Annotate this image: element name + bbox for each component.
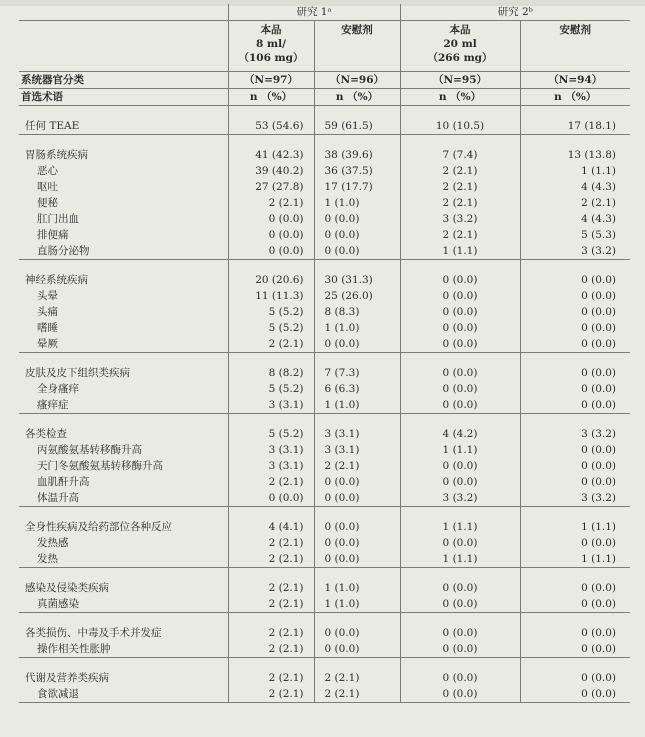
study2-header: 研究 2ᵇ (400, 4, 630, 21)
preferred-term-label: 真菌感染 (19, 596, 228, 613)
count-cell: 2 (2.1) (400, 163, 520, 179)
preferred-term-label: 瘙痒症 (19, 397, 228, 414)
count-cell: 0 (0.0) (520, 288, 630, 304)
spacer-cell (314, 613, 400, 626)
spacer-cell (19, 106, 228, 119)
count-cell: 0 (0.0) (520, 381, 630, 397)
preferred-term-row (19, 686, 630, 703)
spacer-cell (314, 568, 400, 581)
preferred-term-row (19, 227, 630, 243)
preferred-term-row (19, 397, 630, 414)
count-cell: 27 (27.8) (228, 179, 314, 195)
soc-label: 代谢及营养类疾病 (25, 672, 109, 684)
count-cell: 3 (3.1) (228, 442, 314, 458)
count-cell: 1 (1.0) (314, 320, 400, 336)
corner-cell (19, 4, 228, 21)
spacer-cell (520, 613, 630, 626)
spacer-cell (228, 135, 314, 148)
unit-label: n （%） (520, 89, 630, 106)
unit-label: n （%） (400, 89, 520, 106)
preferred-term-row (19, 211, 630, 227)
count-cell: 3 (3.2) (400, 490, 520, 507)
corner-cell-2 (19, 21, 228, 72)
count-cell: 2 (2.1) (400, 195, 520, 211)
adverse-events-table (19, 4, 630, 703)
spacer-cell (400, 135, 520, 148)
soc-label: 胃肠系统疾病 (25, 149, 88, 161)
count-cell: 2 (2.1) (228, 474, 314, 490)
count-cell: 2 (2.1) (228, 625, 314, 641)
soc-row (19, 118, 630, 135)
preferred-term-row (19, 243, 630, 260)
count-cell: 0 (0.0) (400, 381, 520, 397)
spacer-cell (228, 106, 314, 119)
count-cell: 2 (2.1) (228, 336, 314, 353)
count-cell: 1 (1.1) (400, 519, 520, 535)
preferred-term-row (19, 474, 630, 490)
spacer-cell (400, 106, 520, 119)
count-cell: 0 (0.0) (520, 580, 630, 596)
spacer-cell (400, 613, 520, 626)
count-cell: 1 (1.1) (520, 551, 630, 568)
spacer-cell (228, 507, 314, 520)
count-cell: 0 (0.0) (400, 641, 520, 658)
study1-drug-line2: 8 ml/ (256, 38, 286, 50)
group-spacer (19, 106, 630, 119)
preferred-term-label: 体温升高 (19, 490, 228, 507)
count-cell: 53 (54.6) (228, 118, 314, 135)
spacer-cell (314, 106, 400, 119)
spacer-cell (520, 507, 630, 520)
soc-label: 全身性疾病及给药部位各种反应 (25, 521, 172, 533)
count-cell: 0 (0.0) (400, 272, 520, 288)
count-cell: 0 (0.0) (228, 211, 314, 227)
study2-drug-line1: 本品 (449, 24, 471, 36)
preferred-term-label: 发热感 (37, 537, 69, 549)
spacer-cell (228, 568, 314, 581)
preferred-term-label: 嗜睡 (37, 322, 58, 334)
soc-row (19, 426, 630, 442)
count-cell: 0 (0.0) (520, 442, 630, 458)
study1-drug-header (228, 21, 314, 72)
preferred-term-row (19, 304, 630, 320)
study2-drug-line3: （266 mg） (427, 52, 493, 64)
count-cell: 0 (0.0) (400, 535, 520, 551)
group-spacer (19, 568, 630, 581)
count-cell: 0 (0.0) (520, 670, 630, 686)
count-cell: 17 (18.1) (520, 118, 630, 135)
count-cell: 0 (0.0) (400, 625, 520, 641)
soc-label: 皮肤及皮下组织类疾病 (25, 367, 130, 379)
count-cell: 0 (0.0) (520, 458, 630, 474)
preferred-term-row (19, 551, 630, 568)
soc-label: 感染及侵染类疾病 (25, 582, 109, 594)
count-cell: 0 (0.0) (520, 336, 630, 353)
count-cell: 0 (0.0) (520, 320, 630, 336)
group-spacer (19, 658, 630, 671)
count-cell: 59 (61.5) (314, 118, 400, 135)
spacer-cell (400, 568, 520, 581)
study-header-row (19, 4, 630, 21)
count-cell: 2 (2.1) (400, 179, 520, 195)
spacer-cell (19, 568, 228, 581)
table-body (19, 72, 630, 703)
count-cell: 0 (0.0) (314, 243, 400, 260)
preferred-term-label: 天门冬氨酸氨基转移酶升高 (37, 460, 163, 472)
group-spacer (19, 260, 630, 273)
spacer-cell (520, 568, 630, 581)
study1-drug-line3: （106 mg） (238, 52, 304, 64)
count-cell: 0 (0.0) (314, 641, 400, 658)
count-cell: 4 (4.1) (228, 519, 314, 535)
preferred-term-row (19, 320, 630, 336)
spacer-cell (400, 414, 520, 427)
spacer-cell (228, 658, 314, 671)
count-cell: 3 (3.1) (314, 426, 400, 442)
count-cell: 2 (2.1) (314, 458, 400, 474)
count-cell: 2 (2.1) (228, 670, 314, 686)
count-cell: 0 (0.0) (400, 580, 520, 596)
count-cell: 0 (0.0) (400, 474, 520, 490)
spacer-cell (314, 353, 400, 366)
count-cell: 0 (0.0) (400, 288, 520, 304)
count-cell: 3 (3.2) (520, 490, 630, 507)
preferred-term-label: 肛门出血 (37, 213, 79, 225)
soc-label: 各类检查 (25, 428, 67, 440)
preferred-term-row (19, 535, 630, 551)
study2-placebo-header: 安慰剂 (520, 21, 630, 72)
count-cell: 1 (1.1) (400, 551, 520, 568)
count-cell: 6 (6.3) (314, 381, 400, 397)
count-cell: 10 (10.5) (400, 118, 520, 135)
count-cell: 0 (0.0) (314, 625, 400, 641)
count-cell: 7 (7.4) (400, 147, 520, 163)
spacer-cell (314, 658, 400, 671)
preferred-term-row (19, 195, 630, 211)
count-cell: 3 (3.1) (314, 442, 400, 458)
preferred-term-row (19, 641, 630, 658)
count-cell: 0 (0.0) (520, 474, 630, 490)
count-cell: 0 (0.0) (400, 596, 520, 613)
preferred-term-label: 头晕 (37, 290, 58, 302)
n-value: （N=96） (314, 72, 400, 89)
count-cell: 36 (37.5) (314, 163, 400, 179)
count-cell: 4 (4.3) (520, 211, 630, 227)
preferred-term-row (19, 442, 630, 458)
preferred-term-row (19, 458, 630, 474)
spacer-cell (314, 135, 400, 148)
count-cell: 20 (20.6) (228, 272, 314, 288)
group-spacer (19, 613, 630, 626)
preferred-term-label: 操作相关性胀肿 (19, 641, 228, 658)
count-cell: 3 (3.2) (400, 211, 520, 227)
preferred-term-label: 发热 (19, 551, 228, 568)
group-spacer (19, 507, 630, 520)
count-cell: 0 (0.0) (314, 227, 400, 243)
count-cell: 11 (11.3) (228, 288, 314, 304)
count-cell: 0 (0.0) (520, 272, 630, 288)
count-cell: 2 (2.1) (228, 535, 314, 551)
count-cell: 17 (17.7) (314, 179, 400, 195)
group-spacer (19, 135, 630, 148)
count-cell: 41 (42.3) (228, 147, 314, 163)
count-cell: 2 (2.1) (228, 686, 314, 703)
spacer-cell (400, 260, 520, 273)
soc-n-row (19, 72, 630, 89)
preferred-term-label: 血肌酐升高 (37, 476, 90, 488)
spacer-cell (314, 507, 400, 520)
count-cell: 30 (31.3) (314, 272, 400, 288)
study1-header: 研究 1ᵃ (228, 4, 400, 21)
count-cell: 0 (0.0) (228, 227, 314, 243)
count-cell: 0 (0.0) (314, 551, 400, 568)
n-value: （N=97） (228, 72, 314, 89)
count-cell: 0 (0.0) (400, 336, 520, 353)
count-cell: 0 (0.0) (314, 490, 400, 507)
count-cell: 3 (3.1) (228, 458, 314, 474)
count-cell: 0 (0.0) (520, 365, 630, 381)
spacer-cell (400, 658, 520, 671)
count-cell: 38 (39.6) (314, 147, 400, 163)
count-cell: 0 (0.0) (520, 686, 630, 703)
preferred-term-label: 晕厥 (19, 336, 228, 353)
soc-row (19, 519, 630, 535)
spacer-cell (314, 260, 400, 273)
study2-drug-line2: 20 ml (443, 38, 477, 50)
count-cell: 0 (0.0) (228, 490, 314, 507)
count-cell: 1 (1.0) (314, 195, 400, 211)
spacer-cell (520, 106, 630, 119)
count-cell: 1 (1.1) (520, 519, 630, 535)
soc-row (19, 625, 630, 641)
count-cell: 13 (13.8) (520, 147, 630, 163)
count-cell: 0 (0.0) (400, 670, 520, 686)
preferred-term-label: 恶心 (37, 165, 58, 177)
count-cell: 0 (0.0) (520, 596, 630, 613)
pt-label: 首选术语 (19, 89, 228, 106)
spacer-cell (520, 414, 630, 427)
preferred-term-label: 排便痛 (37, 229, 69, 241)
count-cell: 0 (0.0) (314, 519, 400, 535)
group-spacer (19, 353, 630, 366)
spacer-cell (19, 353, 228, 366)
spacer-cell (520, 135, 630, 148)
preferred-term-row (19, 596, 630, 613)
count-cell: 0 (0.0) (314, 211, 400, 227)
preferred-term-label: 头痛 (37, 306, 58, 318)
soc-label: 各类损伤、中毒及手术并发症 (25, 627, 162, 639)
soc-row (19, 365, 630, 381)
count-cell: 8 (8.3) (314, 304, 400, 320)
count-cell: 2 (2.1) (314, 670, 400, 686)
spacer-cell (19, 613, 228, 626)
study1-drug-line1: 本品 (260, 24, 282, 36)
spacer-cell (400, 507, 520, 520)
count-cell: 0 (0.0) (520, 625, 630, 641)
soc-row (19, 580, 630, 596)
count-cell: 2 (2.1) (228, 641, 314, 658)
count-cell: 0 (0.0) (400, 304, 520, 320)
n-value: （N=94） (520, 72, 630, 89)
spacer-cell (19, 507, 228, 520)
count-cell: 5 (5.3) (520, 227, 630, 243)
count-cell: 0 (0.0) (520, 535, 630, 551)
count-cell: 2 (2.1) (314, 686, 400, 703)
soc-row (19, 670, 630, 686)
soc-label: 神经系统疾病 (25, 274, 88, 286)
count-cell: 1 (1.1) (400, 442, 520, 458)
preferred-term-row (19, 163, 630, 179)
preferred-term-row (19, 381, 630, 397)
preferred-term-label: 直肠分泌物 (19, 243, 228, 260)
count-cell: 25 (26.0) (314, 288, 400, 304)
soc-label: 任何 TEAE (19, 118, 228, 135)
count-cell: 1 (1.0) (314, 397, 400, 414)
spacer-cell (520, 260, 630, 273)
preferred-term-label: 全身瘙痒 (37, 383, 79, 395)
preferred-term-row (19, 288, 630, 304)
spacer-cell (19, 658, 228, 671)
count-cell: 5 (5.2) (228, 304, 314, 320)
preferred-term-row (19, 179, 630, 195)
count-cell: 0 (0.0) (400, 365, 520, 381)
count-cell: 5 (5.2) (228, 426, 314, 442)
count-cell: 39 (40.2) (228, 163, 314, 179)
study2-drug-header (400, 21, 520, 72)
spacer-cell (228, 260, 314, 273)
count-cell: 8 (8.2) (228, 365, 314, 381)
soc-label: 系统器官分类 (19, 72, 228, 89)
n-value: （N=95） (400, 72, 520, 89)
unit-label: n （%） (228, 89, 314, 106)
count-cell: 2 (2.1) (228, 580, 314, 596)
spacer-cell (400, 353, 520, 366)
count-cell: 0 (0.0) (520, 304, 630, 320)
spacer-cell (228, 414, 314, 427)
count-cell: 1 (1.1) (400, 243, 520, 260)
count-cell: 2 (2.1) (400, 227, 520, 243)
count-cell: 5 (5.2) (228, 320, 314, 336)
count-cell: 1 (1.0) (314, 596, 400, 613)
group-spacer (19, 414, 630, 427)
count-cell: 0 (0.0) (400, 686, 520, 703)
soc-row (19, 147, 630, 163)
count-cell: 2 (2.1) (228, 195, 314, 211)
preferred-term-label: 呕吐 (37, 181, 58, 193)
spacer-cell (19, 135, 228, 148)
count-cell: 1 (1.1) (520, 163, 630, 179)
preferred-term-label: 丙氨酸氨基转移酶升高 (37, 444, 142, 456)
spacer-cell (19, 414, 228, 427)
spacer-cell (520, 353, 630, 366)
count-cell: 0 (0.0) (520, 641, 630, 658)
preferred-term-label: 食欲减退 (19, 686, 228, 703)
arm-header-row (19, 21, 630, 72)
preferred-term-label: 便秘 (37, 197, 58, 209)
count-cell: 2 (2.1) (228, 551, 314, 568)
count-cell: 0 (0.0) (400, 320, 520, 336)
count-cell: 2 (2.1) (228, 596, 314, 613)
spacer-cell (19, 260, 228, 273)
count-cell: 0 (0.0) (400, 458, 520, 474)
count-cell: 0 (0.0) (314, 535, 400, 551)
count-cell: 0 (0.0) (314, 474, 400, 490)
preferred-term-row (19, 490, 630, 507)
study1-placebo-header: 安慰剂 (314, 21, 400, 72)
count-cell: 3 (3.1) (228, 397, 314, 414)
count-cell: 0 (0.0) (314, 336, 400, 353)
pt-unit-row (19, 89, 630, 106)
count-cell: 1 (1.0) (314, 580, 400, 596)
count-cell: 2 (2.1) (520, 195, 630, 211)
count-cell: 7 (7.3) (314, 365, 400, 381)
count-cell: 4 (4.3) (520, 179, 630, 195)
count-cell: 4 (4.2) (400, 426, 520, 442)
preferred-term-row (19, 336, 630, 353)
spacer-cell (228, 353, 314, 366)
count-cell: 3 (3.2) (520, 426, 630, 442)
count-cell: 0 (0.0) (400, 397, 520, 414)
count-cell: 3 (3.2) (520, 243, 630, 260)
spacer-cell (228, 613, 314, 626)
count-cell: 0 (0.0) (228, 243, 314, 260)
unit-label: n （%） (314, 89, 400, 106)
spacer-cell (314, 414, 400, 427)
spacer-cell (520, 658, 630, 671)
soc-row (19, 272, 630, 288)
count-cell: 0 (0.0) (520, 397, 630, 414)
count-cell: 5 (5.2) (228, 381, 314, 397)
